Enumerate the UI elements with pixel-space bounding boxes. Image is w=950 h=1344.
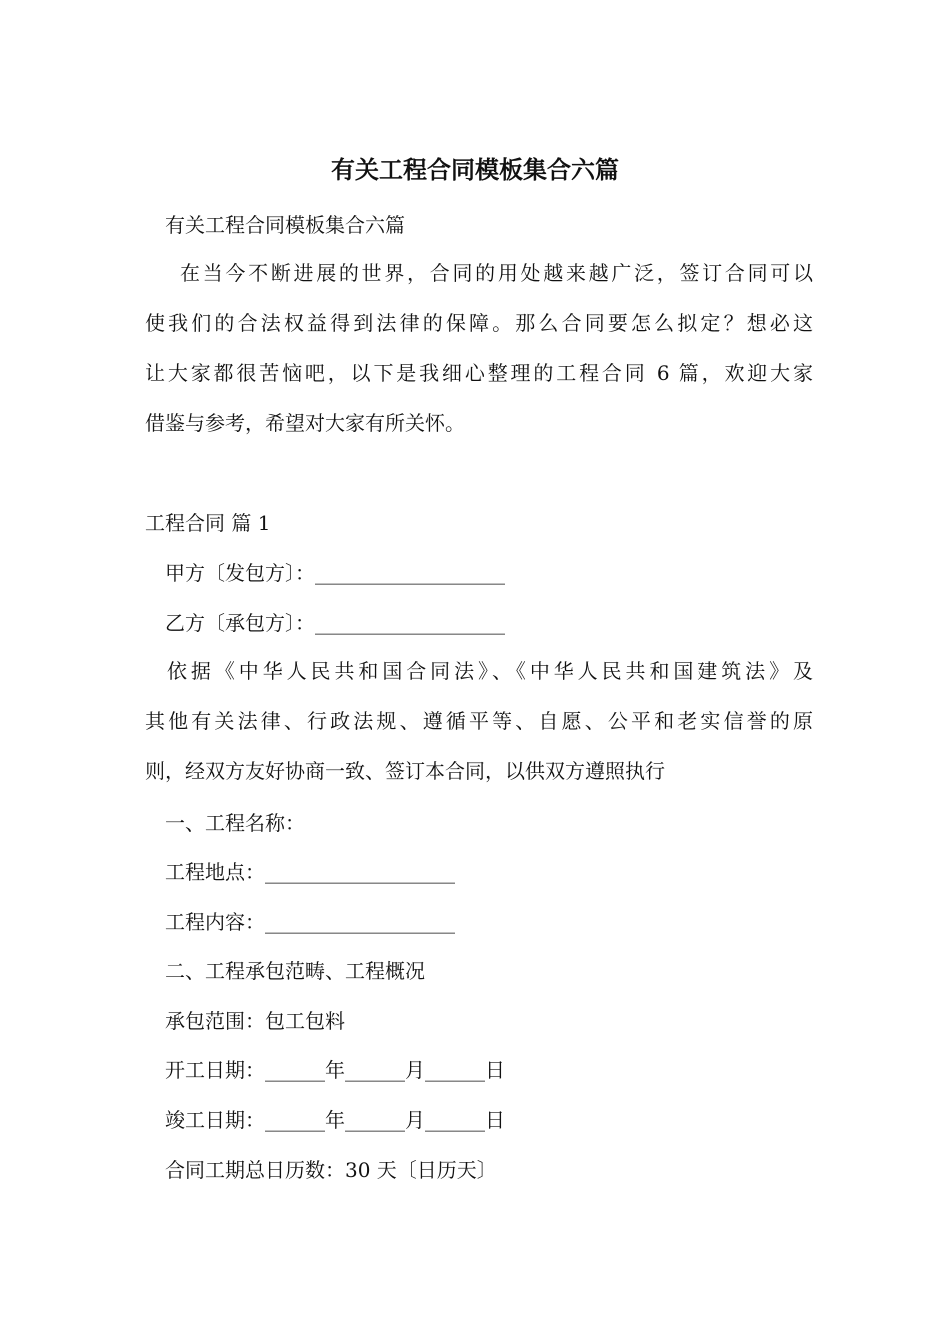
- content-line: [165, 907, 455, 937]
- start-date-line: 开工日期：______年______月______日: [165, 1058, 505, 1082]
- duration-line: 合同工期总日历数：30 天〔日历天〕: [165, 1158, 497, 1182]
- content-blank: ___________________: [265, 910, 455, 934]
- intro-paragraph: [145, 248, 813, 448]
- basis-paragraph: [145, 646, 813, 796]
- party-a-line: [165, 558, 505, 588]
- party-a-blank: ___________________: [315, 561, 505, 585]
- party-a-label: 甲方〔发包方〕：: [165, 561, 315, 585]
- basis-line: 依据《中华人民共和国合同法》、《中华人民共和国建筑法》及: [167, 659, 813, 683]
- item1-heading: 一、工程名称：: [165, 811, 305, 835]
- intro-line: 使我们的合法权益得到法律的保障。那么合同要怎么拟定？想必这: [145, 311, 813, 335]
- basis-line: 其他有关法律、行政法规、遵循平等、自愿、公平和老实信誉的原: [145, 709, 813, 733]
- content-label: 工程内容：: [165, 910, 265, 934]
- section-heading: 工程合同 篇 1: [145, 511, 271, 535]
- location-line: [165, 857, 455, 887]
- intro-line: 借鉴与参考，希望对大家有所关怀。: [145, 411, 465, 435]
- location-label: 工程地点：: [165, 860, 265, 884]
- document-subtitle: 有关工程合同模板集合六篇: [165, 213, 405, 237]
- scope-line: 承包范围：包工包料: [165, 1009, 345, 1033]
- party-b-blank: ___________________: [315, 611, 505, 635]
- location-blank: ___________________: [265, 860, 455, 884]
- document-title: 有关工程合同模板集合六篇: [331, 156, 619, 184]
- intro-line: 在当今不断进展的世界，合同的用处越来越广泛，签订合同可以: [180, 261, 813, 285]
- intro-line: 让大家都很苦恼吧，以下是我细心整理的工程合同 6 篇，欢迎大家: [145, 361, 813, 385]
- basis-line: 则，经双方友好协商一致、签订本合同，以供双方遵照执行: [145, 759, 665, 783]
- party-b-line: [165, 608, 505, 638]
- party-b-label: 乙方〔承包方〕：: [165, 611, 315, 635]
- item2-heading: 二、工程承包范畴、工程概况: [165, 959, 425, 983]
- end-date-line: 竣工日期：______年______月______日: [165, 1108, 505, 1132]
